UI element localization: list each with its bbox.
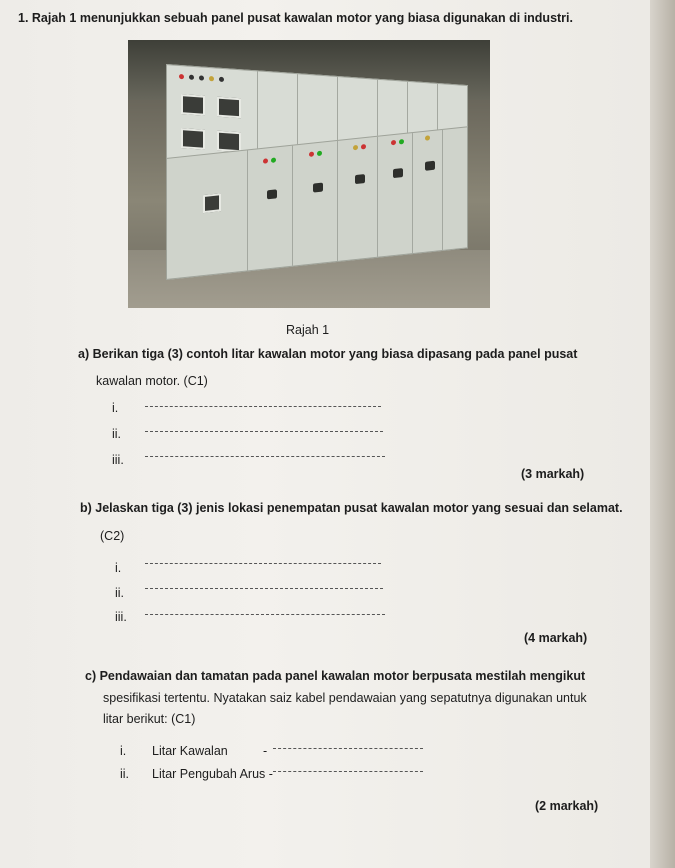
part-a-answer-line-i[interactable] (145, 406, 381, 407)
part-a-item-iii-label: iii. (112, 453, 124, 467)
part-a-item-i-label: i. (112, 401, 119, 415)
figure-caption: Rajah 1 (286, 323, 330, 337)
page-shadow (650, 0, 675, 868)
part-c-item-i-label: Litar Kawalan (152, 744, 228, 758)
part-b-question-line1: b) Jelaskan tiga (3) jenis lokasi penempatan pusat kawalan motor yang sesuai dan selamat. (80, 501, 623, 515)
part-c-item-ii-number: ii. (120, 767, 130, 781)
part-b-item-i-label: i. (115, 561, 122, 575)
part-c-question-line1: c) Pendawaian dan tamatan pada panel kawalan motor berpusata mestilah mengikut (85, 669, 586, 683)
part-b-item-iii-label: iii. (115, 610, 127, 624)
part-c-answer-line-i[interactable] (273, 748, 423, 749)
part-a-marks: (3 markah) (521, 467, 585, 481)
part-c-answer-line-ii[interactable] (273, 771, 423, 772)
part-a-question-line2: kawalan motor. (C1) (96, 374, 208, 388)
part-b-answer-line-iii[interactable] (145, 614, 385, 615)
part-c-item-ii-label: Litar Pengubah Arus - (152, 767, 273, 781)
part-c-item-i-separator: - (263, 744, 268, 758)
part-a-answer-line-iii[interactable] (145, 456, 385, 457)
part-c-question-line2: spesifikasi tertentu. Nyatakan saiz kabel pendawaian yang sepatutnya digunakan untuk (103, 691, 587, 705)
part-b-answer-line-ii[interactable] (145, 588, 383, 589)
part-a-item-ii-label: ii. (112, 427, 122, 441)
part-b-question-line2: (C2) (100, 529, 125, 543)
part-b-answer-line-i[interactable] (145, 563, 381, 564)
part-a-question-line1: a) Berikan tiga (3) contoh litar kawalan motor yang biasa dipasang pada panel pusat (78, 347, 578, 361)
part-b-item-ii-label: ii. (115, 586, 125, 600)
question-title: 1. Rajah 1 menunjukkan sebuah panel pusat kawalan motor yang biasa digunakan di industri. (18, 11, 573, 25)
part-c-item-i-number: i. (120, 744, 127, 758)
motor-control-panel-photo (128, 40, 490, 308)
part-b-marks: (4 markah) (524, 631, 588, 645)
part-c-question-line3: litar berikut: (C1) (103, 712, 196, 726)
part-a-answer-line-ii[interactable] (145, 431, 383, 432)
part-c-marks: (2 markah) (535, 799, 599, 813)
